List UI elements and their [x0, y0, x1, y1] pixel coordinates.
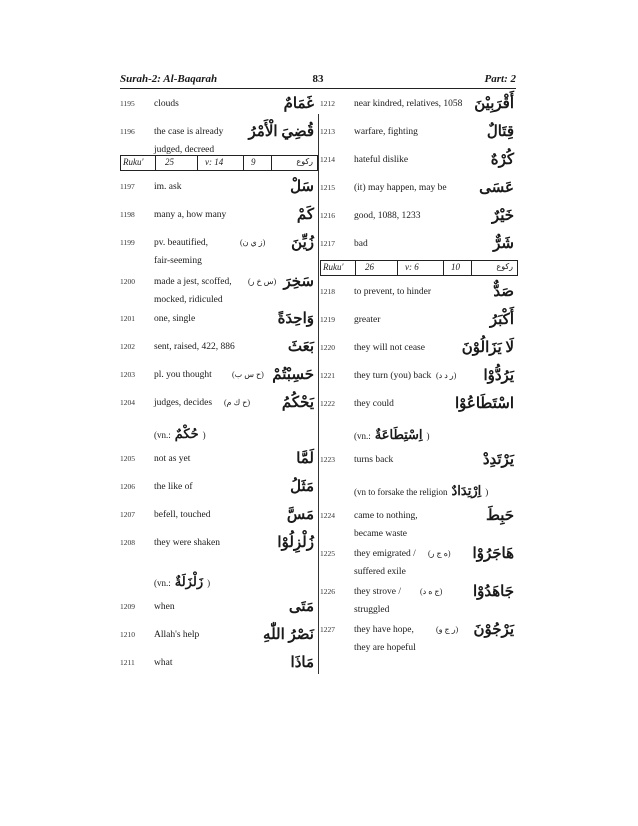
entry-meaning: they could [354, 399, 394, 409]
verbal-noun-arabic: حُكْمٌ [174, 426, 199, 441]
entry-number: 1223 [320, 455, 335, 464]
entry-meaning-cont: became waste [354, 529, 408, 539]
entry-arabic: نَصْرُ اللّٰهِ [263, 627, 314, 643]
entry-number: 1209 [120, 602, 135, 611]
entry-arabic: يَرْجُوْنَ [473, 622, 514, 638]
verbal-noun-arabic: اِرْتِدَادٌ [451, 483, 482, 498]
entry-root: (ح س ب) [232, 370, 264, 379]
ruku-separator [471, 261, 472, 275]
ruku-verses: v: 6 [405, 262, 419, 272]
entry-number: 1214 [320, 155, 335, 164]
entry-root: (ز ي ن) [240, 238, 266, 247]
verbal-noun-arabic: اِسْتِطَاعَةٌ [374, 427, 423, 442]
ruku-number: 25 [165, 157, 174, 167]
verbal-noun-close: ) [485, 487, 489, 497]
entry-number: 1211 [120, 658, 135, 667]
entry-number: 1206 [120, 482, 135, 491]
ruku-separator [271, 156, 272, 170]
surah-title: Surah-2: Al-Baqarah [120, 73, 218, 85]
verbal-noun-arabic: زَلْزَلَةٌ [174, 574, 204, 589]
entry-arabic: أَكْبَرُ [489, 312, 514, 328]
entry-meaning: bad [354, 239, 368, 249]
entry-arabic: يَرُدُّوْا [483, 368, 514, 384]
entry-meaning: sent, raised, 422, 886 [154, 342, 235, 352]
ruku-label: Ruku' [323, 262, 344, 272]
entry-root: (ر ج و) [436, 625, 459, 634]
entry-number: 1216 [320, 211, 335, 220]
entry-number: 1207 [120, 510, 135, 519]
left-column [120, 94, 318, 734]
entry-meaning: (it) may happen, may be [354, 183, 447, 193]
entry-meaning: when [154, 602, 175, 612]
entry-number: 1210 [120, 630, 135, 639]
verbal-noun [154, 426, 206, 442]
entry-number: 1200 [120, 277, 135, 286]
entry-arabic: لَا يَزَالُوْنَ [461, 340, 514, 356]
ruku-box [120, 155, 318, 171]
entry-number: 1222 [320, 399, 335, 408]
entry-arabic: كُرْهٌ [490, 152, 514, 168]
verbal-noun-label: (vn to forsake the religion [354, 487, 448, 497]
entry-number: 1224 [320, 511, 335, 520]
entry-meaning-cont: suffered exile [354, 567, 406, 577]
entry-meaning: good, 1088, 1233 [354, 211, 421, 221]
entry-number: 1196 [120, 127, 135, 136]
entry-number: 1215 [320, 183, 335, 192]
entry-arabic: حَسِبْتُمْ [272, 367, 314, 383]
ruku-count: 10 [451, 262, 460, 272]
entry-meaning: the like of [154, 482, 193, 492]
right-column [320, 94, 518, 734]
page-header [120, 72, 516, 89]
entry-meaning-cont: struggled [354, 605, 390, 615]
verbal-noun-close: ) [207, 578, 211, 588]
entry-meaning: they will not cease [354, 343, 425, 353]
entry-arabic: زُلْزِلُوْا [277, 535, 314, 551]
entry-arabic: غَمَامٌ [283, 96, 314, 112]
entry-meaning-cont: they are hopeful [354, 643, 416, 653]
entry-meaning: pl. you thought [154, 370, 212, 380]
entry-number: 1208 [120, 538, 135, 547]
entry-meaning: not as yet [154, 454, 191, 464]
entry-root: (ج ه د) [420, 587, 443, 596]
entry-meaning: turns back [354, 455, 394, 465]
entry-meaning: pv. beautified, [154, 238, 208, 248]
entry-meaning: warfare, fighting [354, 127, 418, 137]
entry-meaning: greater [354, 315, 381, 325]
entry-arabic: مَتَى [288, 599, 314, 615]
entry-number: 1204 [120, 398, 135, 407]
entry-number: 1217 [320, 239, 335, 248]
entry-arabic: شَرٌّ [493, 236, 514, 252]
verbal-noun [354, 427, 430, 443]
entry-meaning: im. ask [154, 182, 182, 192]
entry-root: (ه ج ر) [428, 549, 451, 558]
entry-arabic: أَقْرَبِيْنَ [474, 96, 514, 112]
entry-number: 1205 [120, 454, 135, 463]
entry-arabic: يَحْكُمُ [281, 395, 314, 411]
entry-arabic: كَمْ [296, 207, 314, 223]
entry-number: 1227 [320, 625, 335, 634]
entry-meaning: what [154, 658, 173, 668]
entry-arabic: سَخِرَ [283, 274, 314, 290]
entry-arabic: اسْتَطَاعُوْا [454, 396, 514, 412]
entry-arabic: بَعَثَ [287, 339, 314, 355]
ruku-separator [397, 261, 398, 275]
ruku-separator [155, 156, 156, 170]
entry-meaning: made a jest, scoffed, [154, 277, 232, 287]
entry-meaning: Allah's help [154, 630, 200, 640]
entry-arabic: سَلْ [290, 179, 314, 195]
entry-number: 1198 [120, 210, 135, 219]
entry-number: 1203 [120, 370, 135, 379]
verbal-noun-label: (vn.: [354, 431, 371, 441]
entry-number: 1221 [320, 371, 335, 380]
entry-number: 1213 [320, 127, 335, 136]
entry-arabic: قِتَالٌ [486, 124, 514, 140]
entry-arabic: صَدٌّ [493, 284, 514, 300]
entry-meaning: they strove / [354, 587, 401, 597]
entry-root: (س خ ر) [248, 277, 277, 286]
ruku-separator [355, 261, 356, 275]
entry-arabic: يَرْتَدِدْ [482, 452, 514, 468]
entry-meaning: the case is already [154, 127, 224, 137]
entry-arabic: خَيْرٌ [491, 208, 514, 224]
entry-arabic: وَاحِدَةً [277, 311, 314, 327]
entry-arabic: زُيِّنَ [291, 235, 314, 251]
verbal-noun-close: ) [202, 430, 206, 440]
columns [120, 94, 516, 734]
entry-arabic: حَبِطَ [485, 508, 514, 524]
entry-meaning: hateful dislike [354, 155, 409, 165]
verbal-noun [154, 574, 210, 590]
entry-number: 1226 [320, 587, 335, 596]
entry-number: 1220 [320, 343, 335, 352]
ruku-separator [243, 156, 244, 170]
verbal-noun [354, 483, 488, 499]
entry-meaning-cont: fair-seeming [154, 256, 202, 266]
ruku-separator [197, 156, 198, 170]
entry-arabic: عَسَى [479, 180, 514, 196]
ruku-verses: v: 14 [205, 157, 224, 167]
entry-meaning: they turn (you) back [354, 371, 432, 381]
entry-meaning: judges, decides [154, 398, 213, 408]
entry-arabic: لَمَّا [296, 451, 314, 467]
ruku-box [320, 260, 518, 276]
entry-meaning: near kindred, relatives, 1058 [354, 99, 463, 109]
entry-number: 1201 [120, 314, 135, 323]
entry-meaning-cont: judged, decreed [154, 145, 215, 155]
entry-number: 1202 [120, 342, 135, 351]
verbal-noun-label: (vn.: [154, 578, 171, 588]
entry-number: 1219 [320, 315, 335, 324]
entry-meaning-cont: mocked, ridiculed [154, 295, 223, 305]
entry-number: 1199 [120, 238, 135, 247]
entry-meaning: came to nothing, [354, 511, 418, 521]
entry-root: (ح ك م) [224, 398, 251, 407]
ruku-label: Ruku' [123, 157, 144, 167]
verbal-noun-close: ) [426, 431, 430, 441]
entry-arabic: جَاهَدُوْا [472, 584, 514, 600]
entry-arabic: قُضِيَ الْأَمْرُ [248, 124, 314, 140]
entry-arabic: مَسَّ [286, 507, 314, 523]
column-divider [318, 114, 319, 674]
part-label: Part: 2 [484, 73, 516, 85]
entry-number: 1197 [120, 182, 135, 191]
verbal-noun-label: (vn.: [154, 430, 171, 440]
entry-meaning: they emigrated / [354, 549, 416, 559]
entry-meaning: one, single [154, 314, 196, 324]
entry-meaning: clouds [154, 99, 179, 109]
entry-number: 1225 [320, 549, 335, 558]
entry-meaning: they were shaken [154, 538, 220, 548]
entry-arabic: مَثَلُ [290, 479, 314, 495]
entry-meaning: many a, how many [154, 210, 227, 220]
entry-number: 1195 [120, 99, 135, 108]
ruku-arabic: رکوع [296, 157, 313, 166]
entry-number: 1218 [320, 287, 335, 296]
entry-root: (ر د د) [436, 371, 457, 380]
entry-arabic: هَاجَرُوْا [472, 546, 514, 562]
ruku-arabic: رکوع [496, 262, 513, 271]
ruku-separator [443, 261, 444, 275]
ruku-number: 26 [365, 262, 374, 272]
entry-number: 1212 [320, 99, 335, 108]
dictionary-page [120, 72, 516, 671]
entry-meaning: to prevent, to hinder [354, 287, 432, 297]
entry-meaning: befell, touched [154, 510, 211, 520]
page-number: 83 [312, 73, 324, 85]
ruku-count: 9 [251, 157, 256, 167]
entry-arabic: مَاذَا [290, 655, 314, 671]
entry-meaning: they have hope, [354, 625, 414, 635]
